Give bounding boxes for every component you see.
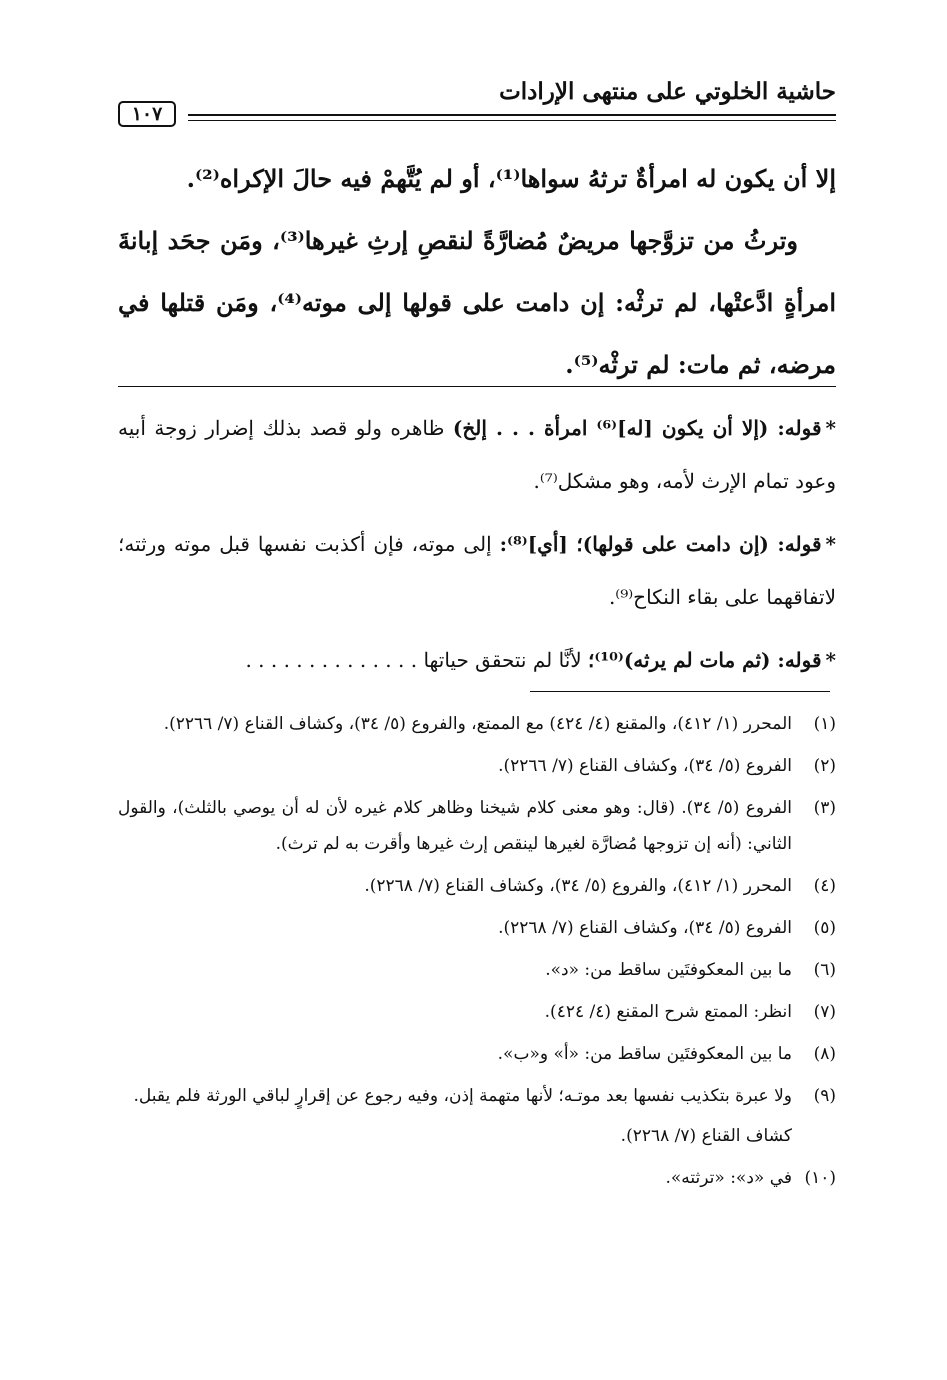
footnote: [118, 1036, 836, 1072]
footnote: [118, 1078, 836, 1154]
footnote-number: (١): [813, 714, 836, 734]
commentary-item: [118, 634, 836, 687]
footnote-text: في «د»: «ترثته».: [665, 1168, 792, 1188]
commentary-text: ظاهره ولو قصد بذلك إضرار زوجة أبيه وعود تمام الإرث لأمه، وهو مشكل⁽⁷⁾.: [118, 416, 836, 493]
section-divider: [118, 386, 836, 387]
footnote-text: الفروع (٥/ ٣٤)، وكشاف القناع (٧/ ٢٢٦٦).: [498, 756, 792, 776]
footnote-number: (٢): [813, 756, 836, 776]
footnote-number: (٨): [813, 1044, 836, 1064]
commentary-lead: قوله: (إن دامت على قولها)؛ [أي]⁽⁸⁾:: [499, 532, 822, 556]
footnote: [118, 790, 836, 862]
footnote-text: انظر: الممتع شرح المقنع (٤/ ٤٢٤).: [544, 1002, 792, 1022]
footnote-text: ما بين المعكوفتَين ساقط من: «د».: [545, 960, 792, 980]
footnote: [118, 1160, 836, 1196]
bullet-star: *: [825, 532, 836, 556]
commentary: [118, 402, 836, 697]
footnote-separator: [530, 691, 830, 692]
commentary-item: [118, 518, 836, 624]
footnote-number: (٦): [813, 960, 836, 980]
commentary-lead: قوله: (إلا أن يكون [له]⁽⁶⁾ امرأة . . . إلخ): [452, 416, 822, 440]
footnote-text: الفروع (٥/ ٣٤). (قال: وهو معنى كلام شيخنا وظاهر كلام غيره لأن له أن يوصي بالثلث)، والقول الثاني: (أنه إن تزوجها مُضارَّة لغيرها لينقص إرث غيرها وأقرت به لم ترث).: [118, 798, 792, 854]
main-paragraph-1: إلا أن يكون له امرأةٌ ترثهُ سواها⁽¹⁾، أو لم يُتَّهمْ فيه حالَ الإكراه⁽²⁾.: [186, 164, 836, 193]
footnote: [118, 994, 836, 1030]
footnote-number: (٤): [813, 876, 836, 896]
footnote-number: (٥): [813, 918, 836, 938]
footnote-citation: كشاف القناع (٧/ ٢٢٦٨).: [620, 1126, 792, 1146]
footnote: [118, 910, 836, 946]
footnote-number: (١٠): [804, 1168, 836, 1188]
footnote: [118, 868, 836, 904]
commentary-text: إلى موته، فإن أكذبت نفسها قبل موته ورثته؛ لاتفاقهما على بقاء النكاح⁽⁹⁾.: [118, 532, 836, 609]
running-header: [118, 78, 836, 125]
main-paragraph-2: وترثُ من تزوَّجها مريضٌ مُضارَّةً لنقصِ إرثِ غيرها⁽³⁾، ومَن جحَد إبانةَ امرأةٍ ادَّعتْها، لم ترثْه: إن دامت على قولها إلى موته⁽⁴⁾، ومَن قتلها في مرضه، ثم مات: لم ترثْه⁽⁵⁾.: [118, 226, 836, 379]
main-text: [118, 148, 836, 396]
footnote-number: (٣): [813, 798, 836, 818]
footnote-text: الفروع (٥/ ٣٤)، وكشاف القناع (٧/ ٢٢٦٨).: [498, 918, 792, 938]
footnote-text: ما بين المعكوفتَين ساقط من: «أ» و«ب».: [497, 1044, 792, 1064]
commentary-lead: قوله: (ثم مات لم يرثه)⁽¹⁰⁾؛: [588, 648, 822, 672]
footnote-text: المحرر (١/ ٤١٢)، والفروع (٥/ ٣٤)، وكشاف القناع (٧/ ٢٢٦٨).: [364, 876, 792, 896]
page-number-box: ١٠٧: [118, 101, 176, 127]
footnote: [118, 952, 836, 988]
footnotes: [118, 706, 836, 1202]
footnote-text: المحرر (١/ ٤١٢)، والمقنع (٤/ ٤٢٤) مع الممتع، والفروع (٥/ ٣٤)، وكشاف القناع (٧/ ٢٢٦٦).: [163, 714, 792, 734]
footnote-number: (٩): [813, 1086, 836, 1106]
footnote: [118, 748, 836, 784]
footnote: [118, 706, 836, 742]
bullet-star: *: [825, 648, 836, 672]
header-rule: [188, 114, 836, 121]
commentary-text: لأنَّا لم نتحقق حياتها . . . . . . . . . . . . . .: [245, 648, 589, 672]
footnote-number: (٧): [813, 1002, 836, 1022]
bullet-star: *: [825, 416, 836, 440]
running-title: حاشية الخلوتي على منتهى الإرادات: [499, 78, 836, 105]
footnote-text: ولا عبرة بتكذيب نفسها بعد موتـه؛ لأنها متهمة إذن، وفيه رجوع عن إقرارٍ لباقي الورثة فلم يقبل.: [133, 1086, 792, 1106]
commentary-item: [118, 402, 836, 508]
